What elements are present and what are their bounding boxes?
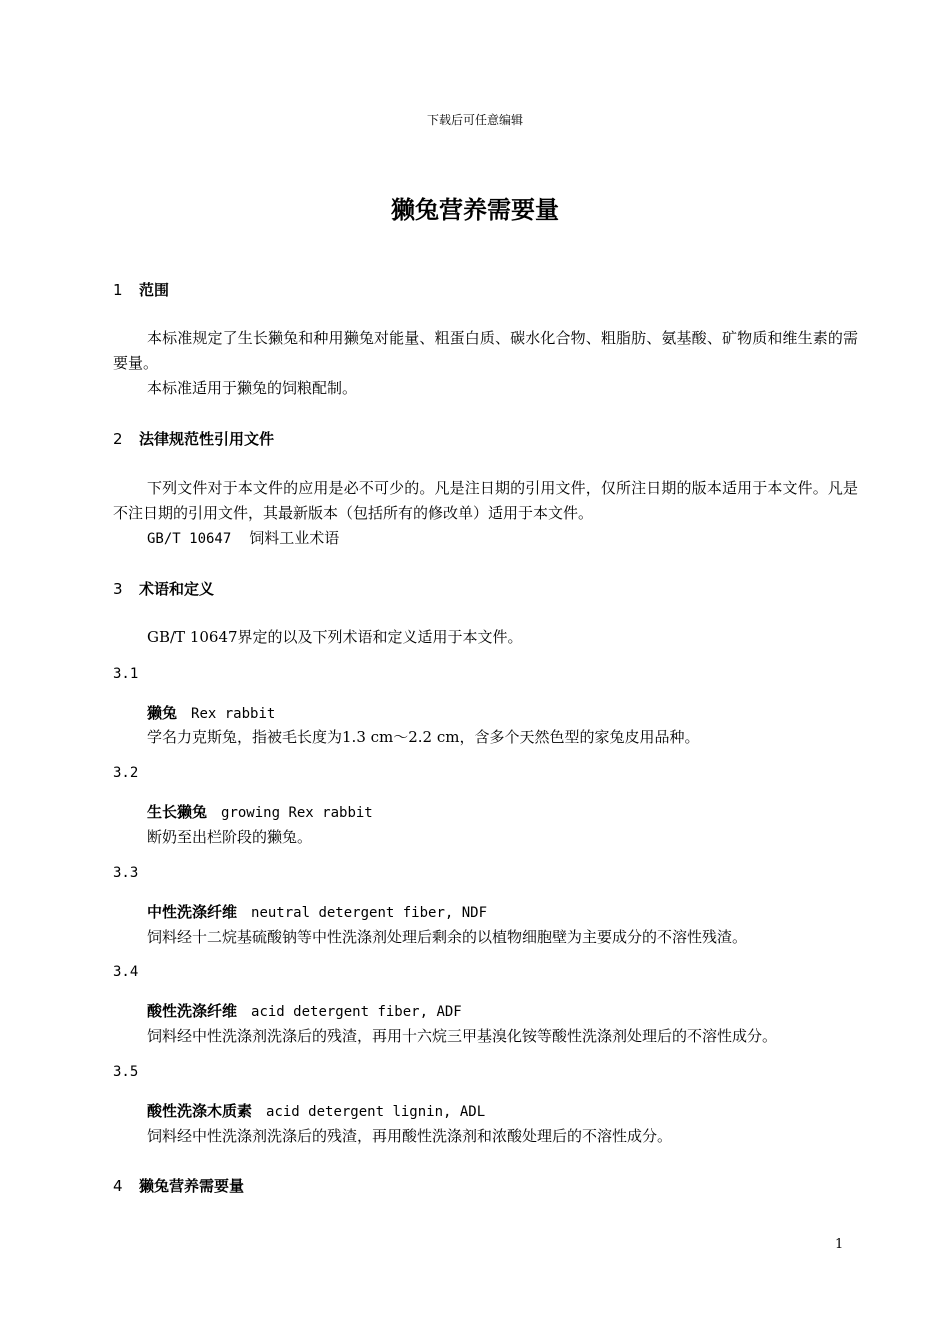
term-zh: 中性洗涤纤维: [147, 903, 238, 921]
references-paragraph: 下列文件对于本文件的应用是必不可少的。凡是注日期的引用文件，仅所注日期的版本适用于本文件。凡是不注日期的引用文件，其最新版本（包括所有的修改单）适用于本文件。: [113, 479, 858, 522]
section-title: 范围: [139, 281, 170, 299]
page-number: 1: [835, 1237, 844, 1252]
section-title: 獭兔营养需要量: [139, 1177, 245, 1195]
reference-entry: [147, 527, 339, 548]
term-heading: [147, 1000, 462, 1021]
term-heading: [147, 901, 487, 922]
term-number: 3.2: [113, 765, 139, 781]
section-title: 术语和定义: [139, 580, 215, 598]
term-definition: 饲料经十二烷基硫酸钠等中性洗涤剂处理后剩余的以植物细胞壁为主要成分的不溶性残渣。: [147, 928, 748, 946]
terms-intro: GB/T 10647界定的以及下列术语和定义适用于本文件。: [147, 628, 523, 646]
term-zh: 生长獭兔: [147, 803, 208, 821]
term-en: acid detergent fiber, ADF: [251, 1004, 462, 1020]
term-zh: 獭兔: [147, 704, 178, 722]
term-definition: 饲料经中性洗涤剂洗涤后的残渣，再用酸性洗涤剂和浓酸处理后的不溶性成分。: [147, 1127, 673, 1145]
term-zh: 酸性洗涤纤维: [147, 1002, 238, 1020]
section-number: 1: [113, 281, 123, 299]
term-zh: 酸性洗涤木质素: [147, 1102, 253, 1120]
term-en: Rex rabbit: [191, 706, 276, 722]
term-number: 3.3: [113, 865, 139, 881]
header-note: 下载后可任意编辑: [426, 113, 523, 127]
section-heading-1: [113, 279, 169, 300]
section-heading-4: [113, 1175, 244, 1196]
term-heading: [147, 702, 275, 723]
term-en: growing Rex rabbit: [221, 805, 373, 821]
section-number: 3: [113, 580, 123, 598]
term-heading: [147, 1100, 485, 1121]
term-en: neutral detergent fiber, NDF: [251, 905, 488, 921]
term-heading: [147, 801, 373, 822]
term-number: 3.4: [113, 964, 139, 980]
term-en: acid detergent lignin, ADL: [266, 1104, 486, 1120]
section-title: 法律规范性引用文件: [139, 430, 275, 448]
term-number: 3.5: [113, 1064, 139, 1080]
reference-code: GB/T 10647: [147, 531, 232, 547]
section-number: 2: [113, 430, 123, 448]
term-definition: 学名力克斯兔，指被毛长度为1.3 cm～2.2 cm，含多个天然色型的家兔皮用品种。: [147, 728, 700, 746]
document-title: 獭兔营养需要量: [391, 196, 559, 224]
term-definition: 饲料经中性洗涤剂洗涤后的残渣，再用十六烷三甲基溴化铵等酸性洗涤剂处理后的不溶性成分。: [147, 1027, 778, 1045]
reference-title: 饲料工业术语: [249, 529, 340, 547]
scope-paragraph-2: 本标准适用于獭兔的饲粮配制。: [147, 379, 358, 397]
scope-paragraph-1: 本标准规定了生长獭兔和种用獭兔对能量、粗蛋白质、碳水化合物、粗脂肪、氨基酸、矿物质和维生素的需要量。: [113, 329, 858, 372]
term-definition: 断奶至出栏阶段的獭兔。: [147, 828, 313, 846]
term-number: 3.1: [113, 666, 139, 682]
section-heading-3: [113, 578, 214, 599]
section-heading-2: [113, 428, 274, 449]
section-number: 4: [113, 1177, 123, 1195]
